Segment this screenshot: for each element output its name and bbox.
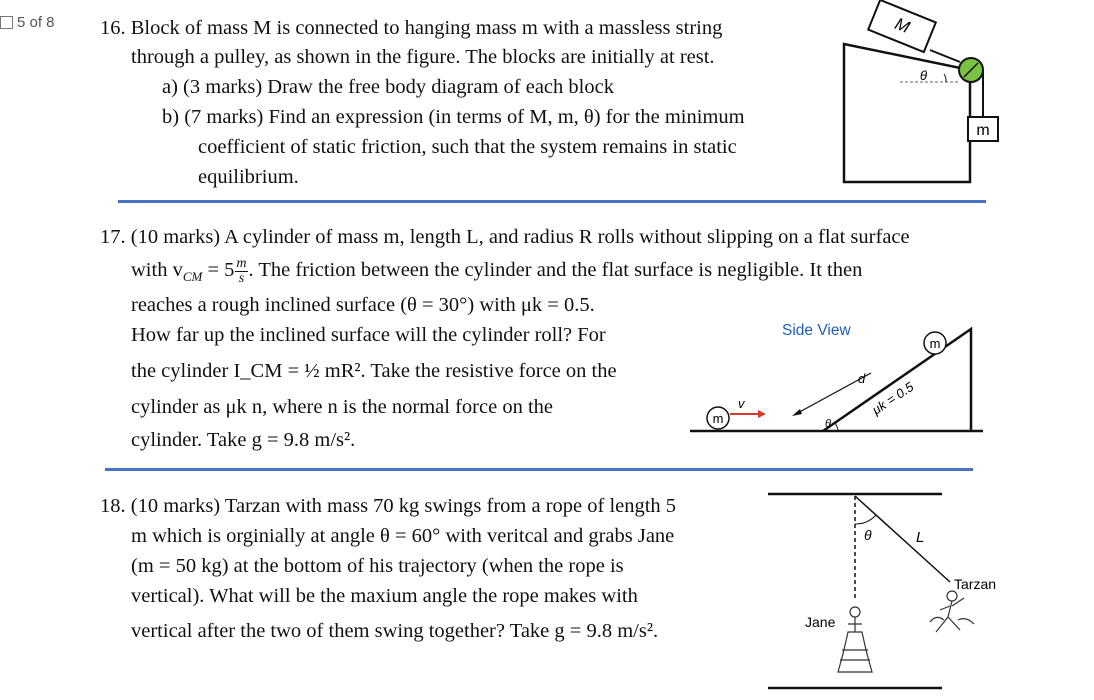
q17-line-5: the cylinder I_CM = ½ mR². Take the resistive force on the	[131, 360, 617, 382]
svg-text:m: m	[712, 411, 724, 426]
q18-line-5: vertical after the two of them swing together? Take g = 9.8 m/s².	[131, 620, 659, 642]
q18-line-3: (m = 50 kg) at the bottom of his trajectory (when the rope is	[131, 555, 624, 577]
q16-line-2: through a pulley, as shown in the figure. The blocks are initially at rest.	[131, 46, 715, 68]
q16-figure	[840, 0, 1010, 190]
string-line	[930, 50, 960, 62]
q17-line-4: How far up the inclined surface will the cylinder roll? For	[131, 324, 606, 346]
q18-line-1: 18. (10 marks) Tarzan with mass 70 kg swings from a rope of length 5	[100, 495, 677, 517]
q16-line-1: 16. Block of mass M is connected to hanging mass m with a massless string	[100, 17, 723, 39]
q18-line-2: m which is orginially at angle θ = 60° with veritcal and grabs Jane	[131, 525, 675, 547]
q18-figure	[760, 482, 1010, 694]
q16-part-b-line-2: coefficient of static friction, such that the system remains in static	[198, 136, 737, 158]
svg-text:L: L	[916, 529, 925, 546]
q17-line-3: reaches a rough inclined surface (θ = 30°) with μk = 0.5.	[131, 294, 595, 316]
q18-line-4: vertical). What will be the maxium angle the rope makes with	[131, 585, 638, 607]
page-indicator[interactable]	[0, 10, 74, 34]
tarzan-figure	[930, 591, 974, 632]
incline-shape	[844, 44, 970, 182]
jane-figure	[838, 607, 872, 672]
svg-text:m: m	[976, 122, 990, 139]
separator-1	[118, 200, 986, 203]
block-big	[868, 0, 936, 52]
page-counter: 5 of 8	[17, 13, 55, 31]
friction-label: μk = 0.5	[869, 379, 917, 418]
angle-label: θ	[920, 68, 928, 83]
q16-part-b: b) (7 marks) Find an expression (in terms of M, m, θ) for the minimum	[162, 106, 745, 128]
jane-label: Jane	[805, 614, 836, 630]
svg-text:m: m	[929, 336, 941, 351]
separator-2	[105, 468, 973, 471]
page-checkbox-icon	[0, 16, 13, 29]
q16-part-a: a) (3 marks) Draw the free body diagram of each block	[162, 76, 614, 98]
svg-text:θ: θ	[825, 418, 831, 430]
svg-text:M: M	[892, 14, 913, 37]
svg-text:θ: θ	[864, 527, 872, 543]
q17-line-7: cylinder. Take g = 9.8 m/s².	[131, 429, 356, 451]
svg-text:v: v	[738, 396, 745, 411]
svg-text:d: d	[858, 371, 866, 386]
q17-line-1: 17. (10 marks) A cylinder of mass m, length L, and radius R rolls without slipping on a flat surface	[100, 226, 910, 248]
tarzan-label: Tarzan	[954, 576, 997, 592]
q17-line-6: cylinder as μk n, where n is the normal force on the	[131, 396, 553, 418]
q16-part-b-line-3: equilibrium.	[198, 166, 299, 188]
side-view-label: Side View	[782, 322, 851, 339]
q17-line-2: with $v_{CM} = 5$ $\frac{m}{s}$ . The friction between the cylinder and the flat surface is negligible. It then	[131, 255, 863, 286]
q17-figure	[688, 315, 988, 440]
incline-shape	[823, 329, 971, 431]
